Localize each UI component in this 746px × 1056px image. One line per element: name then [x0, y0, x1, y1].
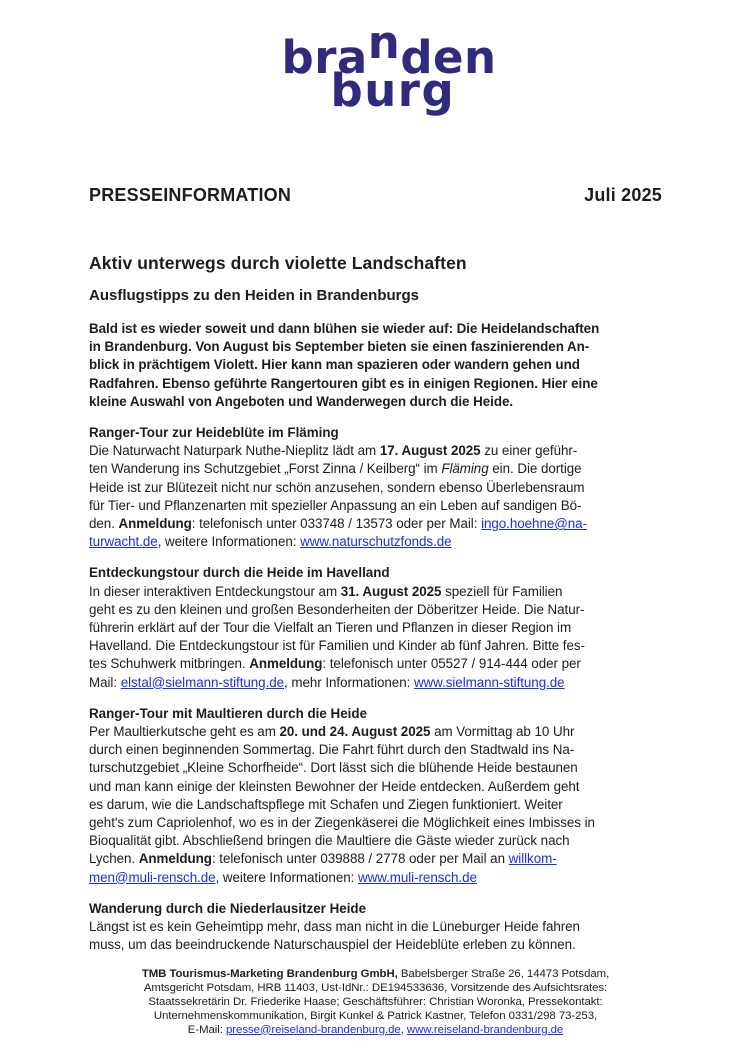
- section-body: [89, 918, 662, 954]
- text-run: Anmeldung: [118, 516, 192, 532]
- text-run: muss, um das beeindruckende Naturschauspiel der Heideblüte erleben zu können.: [89, 937, 576, 953]
- text-run: Bioqualität gibt. Abschließend bringen die Maultiere die Gäste wieder zurück nach: [89, 833, 570, 849]
- text-run: am Vormittag ab 10 Uhr: [430, 724, 575, 740]
- text-run: blick in prächtigem Violett. Hier kann man spazieren oder wandern gehen und: [89, 357, 580, 373]
- text-run: Babelsberger Straße 26, 14473 Potsdam,: [397, 967, 610, 980]
- text-run: Anmeldung: [138, 851, 212, 867]
- text-link[interactable]: willkom-: [508, 851, 557, 867]
- text-link[interactable]: www.naturschutzfonds.de: [300, 534, 452, 550]
- text-run: Havelland. Die Entdeckungstour ist für Familien und Kinder ab fünf Jahren. Bitte fes-: [89, 638, 585, 654]
- logo-raised-n: n: [367, 16, 401, 69]
- brandenburg-logo: [281, 16, 497, 119]
- section-ranger-tour-maultiere: [89, 705, 662, 887]
- text-run: Anmeldung: [249, 656, 323, 672]
- text-link[interactable]: turwacht.de: [89, 534, 158, 550]
- text-run: , weitere Informationen:: [157, 534, 301, 550]
- text-link[interactable]: presse@reiseland-brandenburg.de: [226, 1023, 401, 1036]
- text-run: Bald ist es wieder soweit und dann blühen sie wieder auf: Die Heidelandschaften: [89, 321, 600, 336]
- text-run: und man kann einige der kleinsten Bewohner der Heide entdecken. Außerdem geht: [89, 778, 580, 794]
- text-run: tes Schuhwerk mitbringen.: [89, 656, 250, 672]
- text-run: kleine Auswahl von Angeboten und Wanderwegen durch die Heide.: [89, 393, 514, 409]
- text-run: Mail:: [89, 674, 121, 690]
- text-run: für Tier- und Pflanzenarten mit spezieller Anpassung an ein Leben auf sandigen Bö-: [89, 497, 582, 513]
- section-body: [89, 442, 662, 551]
- intro-paragraph: [89, 320, 662, 411]
- press-information-label: PRESSEINFORMATION: [89, 185, 292, 205]
- text-link[interactable]: www.sielmann-stiftung.de: [413, 674, 565, 690]
- text-run: führerin erklärt auf der Tour die Vielfalt an Tieren und Pflanzen in dieser Region im: [89, 620, 572, 636]
- date-label: Juli 2025: [584, 185, 662, 205]
- text-run: Unternehmenskommunikation, Birgit Kunkel & Patrick Kastner, Telefon 0331/298 73-253,: [153, 1009, 598, 1022]
- text-run: In dieser interaktiven Entdeckungstour am: [89, 583, 341, 599]
- section-body: [89, 723, 662, 887]
- page-subtitle: Ausflugstipps zu den Heiden in Brandenburgs: [89, 287, 420, 304]
- text-run: 20. und 24. August 2025: [279, 724, 431, 740]
- text-link[interactable]: www.reiseland-brandenburg.de: [406, 1023, 564, 1036]
- text-run: 17. August 2025: [379, 443, 481, 459]
- text-run: geht es zu den kleinen und großen Besonderheiten der Döberitzer Heide. Die Natur-: [89, 601, 585, 617]
- text-run: Per Maultierkutsche geht es am: [89, 724, 280, 740]
- section-wanderung-niederlausitz: [89, 900, 662, 955]
- section-entdeckungstour-havelland: [89, 564, 662, 691]
- text-run: zu einer geführ-: [480, 443, 578, 459]
- text-run: E-Mail:: [187, 1023, 227, 1036]
- logo-text-line2: burg: [330, 64, 456, 117]
- text-run: durch einen beginnenden Sommertag. Die Fahrt führt durch den Stadtwald ins Na-: [89, 742, 575, 758]
- text-run: den.: [89, 516, 119, 532]
- text-run: : telefonisch unter 05527 / 914-444 oder per: [322, 656, 581, 672]
- section-ranger-tour-flaeming: [89, 424, 662, 551]
- text-run: es darum, wie die Landschaftspflege mit Schafen und Ziegen funktioniert. Weiter: [89, 796, 563, 812]
- text-run: : telefonisch unter 033748 / 13573 oder per Mail:: [191, 516, 482, 532]
- text-run: Heide ist zur Blütezeit nicht nur schön anzusehen, sondern ebenso Überlebensraum: [89, 479, 585, 495]
- logo-part-den: den: [400, 31, 497, 84]
- text-link[interactable]: elstal@sielmann-stiftung.de: [120, 674, 285, 690]
- text-link[interactable]: men@muli-rensch.de: [89, 869, 216, 885]
- text-run: Amtsgericht Potsdam, HRB 11403, Ust-IdNr.: DE194533636, Vorsitzende des Aufsichtsrates:: [143, 981, 608, 994]
- section-body: [89, 583, 662, 692]
- text-run: geht's zum Capriolenhof, wo es in der Ziegenkäserei die Möglichkeit eines Imbisses in: [89, 815, 595, 831]
- text-run: Lychen.: [89, 851, 139, 867]
- text-run: Radfahren. Ebenso geführte Rangertouren gibt es in einigen Regionen. Hier eine: [89, 375, 598, 391]
- footer-imprint: [89, 967, 662, 1037]
- text-run: TMB Tourismus-Marketing Brandenburg GmbH,: [141, 967, 398, 980]
- text-run: speziell für Familien: [441, 583, 563, 599]
- text-run: ein. Die dortige: [488, 461, 582, 477]
- text-run: Längst ist es kein Geheimtipp mehr, dass man nicht in die Lüneburger Heide fahren: [89, 919, 580, 935]
- text-run: ,: [400, 1023, 407, 1036]
- section-heading: Ranger-Tour zur Heideblüte im Fläming: [89, 425, 339, 441]
- text-run: turschutzgebiet „Kleine Schorfheide“. Dort lässt sich die blühende Heide bestaunen: [89, 760, 578, 776]
- page-title: Aktiv unterwegs durch violette Landschaften: [89, 253, 467, 273]
- text-run: Staatssekretärin Dr. Friederike Haase; Geschäftsführer: Christian Woronka, Pressekontakt:: [148, 995, 603, 1008]
- text-run: Fläming: [441, 461, 489, 477]
- section-heading: Wanderung durch die Niederlausitzer Heide: [89, 900, 367, 916]
- section-heading: Ranger-Tour mit Maultieren durch die Heide: [89, 705, 368, 721]
- logo-part-bra: bra: [281, 31, 368, 84]
- text-link[interactable]: www.muli-rensch.de: [357, 869, 477, 885]
- text-run: , weitere Informationen:: [215, 869, 358, 885]
- text-run: , mehr Informationen:: [284, 674, 414, 690]
- text-run: ten Wanderung ins Schutzgebiet „Forst Zinna / Keilberg“ im: [89, 461, 442, 477]
- document-header: [89, 185, 662, 206]
- text-run: Die Naturwacht Naturpark Nuthe-Nieplitz lädt am: [89, 443, 380, 459]
- text-link[interactable]: ingo.hoehne@na-: [481, 516, 587, 532]
- section-heading: Entdeckungstour durch die Heide im Havelland: [89, 565, 390, 581]
- text-run: : telefonisch unter 039888 / 2778 oder per Mail an: [211, 851, 509, 867]
- text-run: in Brandenburg. Von August bis September bieten sie einen faszinierenden An-: [89, 339, 590, 355]
- text-run: 31. August 2025: [340, 583, 442, 599]
